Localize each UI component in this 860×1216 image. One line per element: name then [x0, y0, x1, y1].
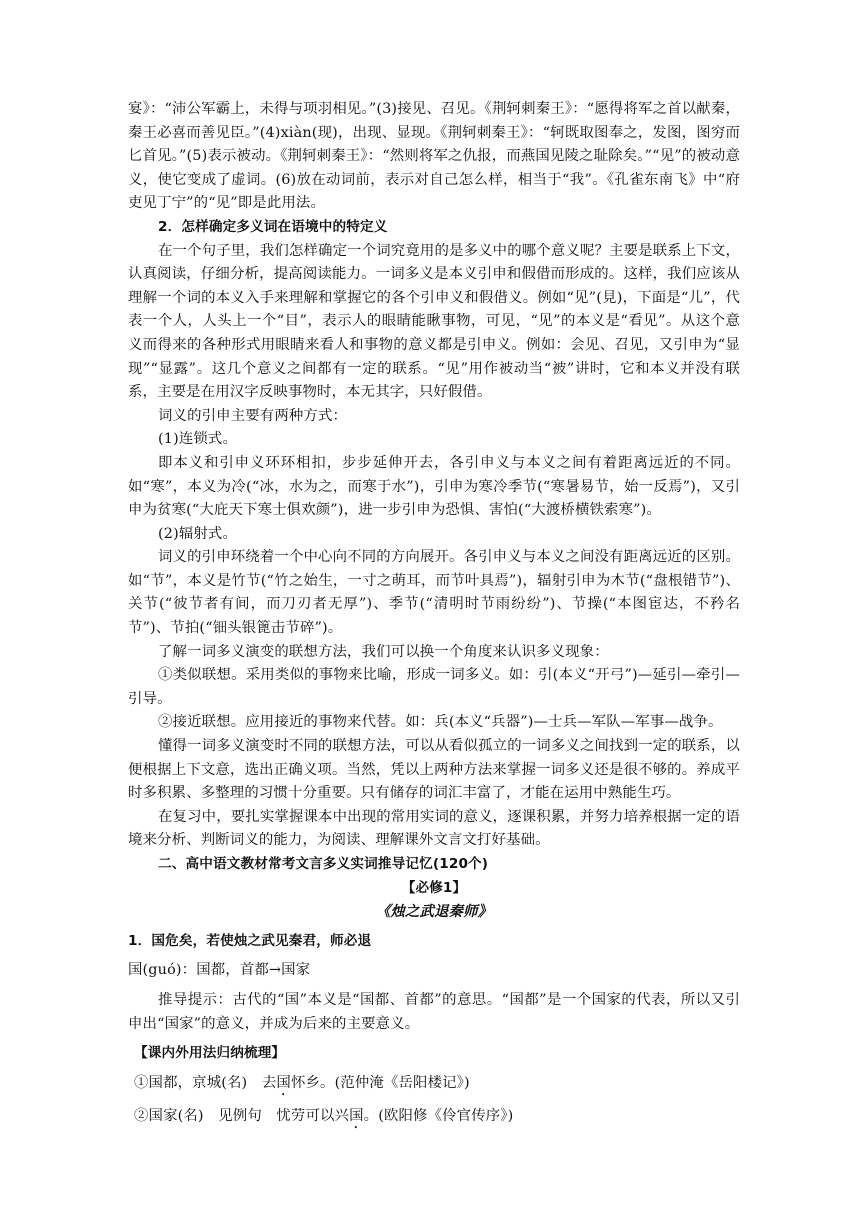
paragraph: 即本义和引申义环环相扣，步步延伸开去，各引申义与本义之间有着距离远近的不同。如“寒”，本义为冷(“冰，水为之，而寒于水”)，引申为寒冷季节(“寒暑易节，始一反焉”)，又引申为贫寒(“大庇天下寒士俱欢颜”)，进一步引申为恐惧、害怕(“大渡桥横铁索寒”)。 — [128, 454, 740, 519]
usage-text: 怀乡。(范仲淹《岳阳楼记》) — [290, 1074, 470, 1091]
usage-example — [128, 1105, 740, 1132]
part-heading: 二、高中语文教材常考文言多义实词推导记忆(120个) — [158, 856, 489, 872]
derivation-tip: 推导提示：古代的“国”本义是“国都、首都”的意思。“国都”是一个国家的代表，所以又引申出“国家”的意义，并成为后来的主要意义。 — [128, 991, 740, 1032]
emphasis-char: 国 — [276, 1074, 291, 1091]
document-page — [128, 98, 740, 1132]
paragraph: 在复习中，要扎实掌握课本中出现的常用实词的意义，逐课积累，并努力培养根据一定的语境来分析、判断词义的能力，为阅读、理解课外文言文打好基础。 — [128, 808, 740, 849]
paragraph: 懂得一词多义演变时不同的联想方法，可以从看似孤立的一词多义之间找到一定的联系，以便根据上下文意，选出正确义项。当然，凭以上两种方法来掌握一词多义还是很不够的。养成平时多积累、多整理的习惯十分重要。只有储存的词汇丰富了，才能在运用中熟能生巧。 — [128, 738, 740, 802]
usage-text: 。(欧阳修《伶官传序》) — [363, 1107, 514, 1124]
subheading-chain: (1)连锁式。 — [158, 431, 237, 448]
paragraph: 词义的引申环绕着一个中心向不同的方向展开。各引申义与本义之间没有距离远近的区别。如“节”，本义是竹节(“竹之始生，一寸之萌耳，而节叶具焉”)，辐射引申为木节(“盘根错节”)、关节(“彼节者有间，而刀刃者无厚”)、季节(“清明时节雨纷纷”)、节操(“本图宦达，不矜名节”)、节拍(“钿头银篦击节碎”)。 — [128, 549, 740, 637]
usage-heading: 【课内外用法归纳梳理】 — [134, 1045, 286, 1062]
continued-paragraph: 宴》：“沛公军霸上，未得与项羽相见。”(3)接见、召见。《荆轲刺秦王》：“愿得将军之首以献秦，秦王必喜而善见臣。”(4)xiàn(现)，出现、显现。《荆轲刺秦王》：“轲既取图奉之，发图，图穷而匕首见。”(5)表示被动。《荆轲刺秦王》：“然则将军之仇报，而燕国见陵之耻除矣。”“见”的被动意义，使它变成了虚词。(6)放在动词前，表示对自己怎么样，相当于“我”。《孔雀东南飞》中“府吏见丁宁”的“见”即是此用法。 — [128, 101, 740, 212]
paragraph: 词义的引申主要有两种方式： — [158, 407, 348, 424]
emphasis-char: 国 — [349, 1107, 364, 1124]
subheading-radial: (2)辐射式。 — [158, 525, 237, 542]
list-item: ①类似联想。采用类似的事物来比喻，形成一词多义。如：引(本义“开弓”)—延引—牵引—引导。 — [128, 667, 740, 707]
word-gloss: 国(guó)：国都，首都→国家 — [128, 962, 311, 979]
section-heading: 2．怎样确定多义词在语境中的特定义 — [158, 218, 388, 235]
usage-text: ②国家(名) 见例句 忧劳可以兴 — [134, 1107, 350, 1124]
volume-label: 【必修1】 — [401, 879, 467, 896]
paragraph: 在一个句子里，我们怎样确定一个词究竟用的是多义中的哪个意义呢？主要是联系上下文，认真阅读，仔细分析，提高阅读能力。一词多义是本义引申和假借而形成的。这样，我们应该从理解一个词的本义入手来理解和掌握它的各个引申义和假借义。例如“见”(見)，下面是“儿”，代表一个人，人头上一个“目”，表示人的眼睛能瞅事物，可见，“见”的本义是“看见”。从这个意义而得来的各种形式用眼睛来看人和事物的意义都是引申义。例如：会见、召见，又引申为“显现”“显露”。这几个意义之间都有一定的联系。“见”用作被动当“被”讲时，它和本义并没有联系，主要是在用汉字反映事物时，本无其字，只好假借。 — [128, 242, 740, 401]
usage-example — [128, 1072, 740, 1099]
paragraph: 了解一词多义演变的联想方法，我们可以换一个角度来认识多义现象： — [158, 643, 609, 660]
item-title: 1．国危矣，若使烛之武见秦君，师必退 — [128, 932, 372, 949]
usage-text: ①国都，京城(名) 去 — [134, 1074, 277, 1091]
list-item: ②接近联想。应用接近的事物来代替。如：兵(本义“兵器”)—士兵—军队—军事—战争。 — [158, 714, 723, 731]
lesson-title: 《烛之武退秦师》 — [375, 903, 493, 921]
